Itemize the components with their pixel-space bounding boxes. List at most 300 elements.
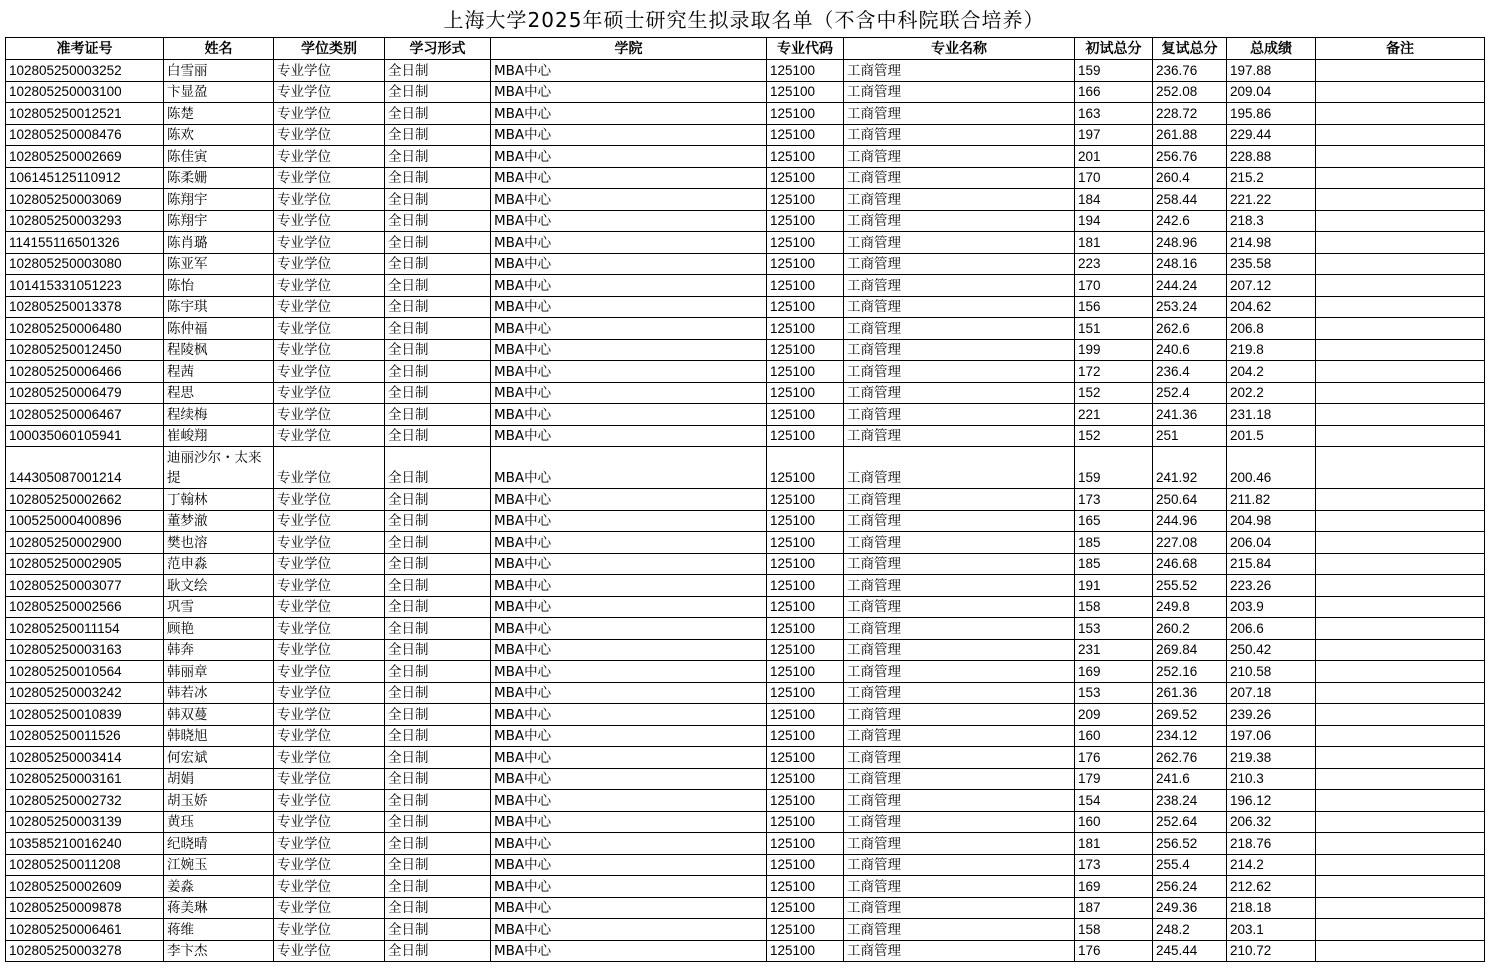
cell-retest-score: 256.24 — [1153, 876, 1227, 898]
cell-remarks — [1316, 167, 1485, 189]
cell-major-code: 125100 — [767, 425, 844, 447]
cell-exam-id: 144305087001214 — [6, 447, 164, 489]
cell-name: 顾艳 — [164, 618, 274, 640]
cell-total-score: 204.2 — [1227, 361, 1316, 383]
cell-total-score: 202.2 — [1227, 382, 1316, 404]
cell-exam-id: 100035060105941 — [6, 425, 164, 447]
cell-major-name: 工商管理 — [844, 876, 1075, 898]
cell-remarks — [1316, 596, 1485, 618]
cell-initial-score: 169 — [1075, 876, 1153, 898]
cell-name: 程续梅 — [164, 404, 274, 426]
cell-exam-id: 102805250006467 — [6, 404, 164, 426]
cell-total-score: 203.1 — [1227, 919, 1316, 941]
cell-major-name: 工商管理 — [844, 425, 1075, 447]
cell-exam-id: 102805250002900 — [6, 532, 164, 554]
cell-initial-score: 173 — [1075, 489, 1153, 511]
cell-initial-score: 231 — [1075, 639, 1153, 661]
cell-exam-id: 102805250003080 — [6, 253, 164, 275]
cell-major-code: 125100 — [767, 747, 844, 769]
cell-school: MBA中心 — [491, 60, 767, 82]
cell-school: MBA中心 — [491, 553, 767, 575]
cell-retest-score: 256.52 — [1153, 833, 1227, 855]
cell-exam-id: 102805250002566 — [6, 596, 164, 618]
header-name: 姓名 — [164, 38, 274, 60]
cell-total-score: 215.2 — [1227, 167, 1316, 189]
cell-remarks — [1316, 60, 1485, 82]
table-row — [6, 596, 1485, 618]
cell-study-mode: 全日制 — [385, 361, 491, 383]
cell-name: 陈佳寅 — [164, 146, 274, 168]
cell-school: MBA中心 — [491, 661, 767, 683]
cell-degree-type: 专业学位 — [274, 747, 385, 769]
header-initial-score: 初试总分 — [1075, 38, 1153, 60]
cell-degree-type: 专业学位 — [274, 232, 385, 254]
cell-major-code: 125100 — [767, 253, 844, 275]
cell-major-name: 工商管理 — [844, 661, 1075, 683]
cell-degree-type: 专业学位 — [274, 124, 385, 146]
cell-name: 崔峻翔 — [164, 425, 274, 447]
cell-retest-score: 255.4 — [1153, 854, 1227, 876]
cell-study-mode: 全日制 — [385, 103, 491, 125]
cell-name: 耿文绘 — [164, 575, 274, 597]
cell-initial-score: 179 — [1075, 768, 1153, 790]
cell-school: MBA中心 — [491, 532, 767, 554]
cell-major-name: 工商管理 — [844, 575, 1075, 597]
cell-major-code: 125100 — [767, 361, 844, 383]
cell-retest-score: 246.68 — [1153, 553, 1227, 575]
cell-study-mode: 全日制 — [385, 189, 491, 211]
cell-initial-score: 172 — [1075, 361, 1153, 383]
cell-exam-id: 102805250003100 — [6, 81, 164, 103]
cell-total-score: 204.98 — [1227, 510, 1316, 532]
cell-major-code: 125100 — [767, 296, 844, 318]
cell-exam-id: 102805250006480 — [6, 318, 164, 340]
cell-exam-id: 102805250003414 — [6, 747, 164, 769]
cell-major-code: 125100 — [767, 596, 844, 618]
header-exam-id: 准考证号 — [6, 38, 164, 60]
cell-retest-score: 255.52 — [1153, 575, 1227, 597]
cell-initial-score: 191 — [1075, 575, 1153, 597]
cell-study-mode: 全日制 — [385, 596, 491, 618]
table-row — [6, 167, 1485, 189]
cell-remarks — [1316, 81, 1485, 103]
table-row — [6, 253, 1485, 275]
cell-remarks — [1316, 210, 1485, 232]
cell-study-mode: 全日制 — [385, 854, 491, 876]
cell-major-code: 125100 — [767, 833, 844, 855]
cell-exam-id: 106145125110912 — [6, 167, 164, 189]
cell-name: 胡娟 — [164, 768, 274, 790]
cell-degree-type: 专业学位 — [274, 919, 385, 941]
table-row — [6, 704, 1485, 726]
cell-school: MBA中心 — [491, 833, 767, 855]
cell-remarks — [1316, 425, 1485, 447]
cell-remarks — [1316, 704, 1485, 726]
cell-school: MBA中心 — [491, 296, 767, 318]
cell-major-name: 工商管理 — [844, 790, 1075, 812]
cell-total-score: 219.8 — [1227, 339, 1316, 361]
cell-study-mode: 全日制 — [385, 81, 491, 103]
cell-degree-type: 专业学位 — [274, 210, 385, 232]
cell-degree-type: 专业学位 — [274, 296, 385, 318]
cell-total-score: 218.18 — [1227, 897, 1316, 919]
cell-major-name: 工商管理 — [844, 725, 1075, 747]
cell-initial-score: 158 — [1075, 596, 1153, 618]
cell-school: MBA中心 — [491, 253, 767, 275]
cell-initial-score: 163 — [1075, 103, 1153, 125]
cell-name: 丁翰林 — [164, 489, 274, 511]
table-row — [6, 361, 1485, 383]
cell-major-name: 工商管理 — [844, 124, 1075, 146]
cell-study-mode: 全日制 — [385, 404, 491, 426]
cell-total-score: 206.6 — [1227, 618, 1316, 640]
cell-remarks — [1316, 876, 1485, 898]
cell-retest-score: 269.52 — [1153, 704, 1227, 726]
cell-total-score: 209.04 — [1227, 81, 1316, 103]
cell-remarks — [1316, 296, 1485, 318]
cell-major-name: 工商管理 — [844, 510, 1075, 532]
cell-degree-type: 专业学位 — [274, 361, 385, 383]
cell-initial-score: 154 — [1075, 790, 1153, 812]
cell-exam-id: 102805250006461 — [6, 919, 164, 941]
cell-degree-type: 专业学位 — [274, 447, 385, 489]
cell-remarks — [1316, 510, 1485, 532]
cell-major-code: 125100 — [767, 210, 844, 232]
cell-study-mode: 全日制 — [385, 60, 491, 82]
cell-initial-score: 221 — [1075, 404, 1153, 426]
cell-major-name: 工商管理 — [844, 275, 1075, 297]
cell-major-name: 工商管理 — [844, 232, 1075, 254]
cell-major-code: 125100 — [767, 510, 844, 532]
cell-major-code: 125100 — [767, 275, 844, 297]
cell-retest-score: 249.8 — [1153, 596, 1227, 618]
cell-retest-score: 256.76 — [1153, 146, 1227, 168]
cell-initial-score: 152 — [1075, 425, 1153, 447]
cell-degree-type: 专业学位 — [274, 382, 385, 404]
cell-major-name: 工商管理 — [844, 682, 1075, 704]
cell-initial-score: 181 — [1075, 232, 1153, 254]
cell-initial-score: 169 — [1075, 661, 1153, 683]
table-row — [6, 510, 1485, 532]
cell-total-score: 204.62 — [1227, 296, 1316, 318]
cell-initial-score: 181 — [1075, 833, 1153, 855]
cell-school: MBA中心 — [491, 124, 767, 146]
table-row — [6, 919, 1485, 941]
admission-table — [5, 37, 1485, 962]
cell-total-score: 212.62 — [1227, 876, 1316, 898]
cell-major-name: 工商管理 — [844, 747, 1075, 769]
table-row — [6, 232, 1485, 254]
cell-total-score: 228.88 — [1227, 146, 1316, 168]
cell-study-mode: 全日制 — [385, 510, 491, 532]
cell-name: 何宏斌 — [164, 747, 274, 769]
table-row — [6, 425, 1485, 447]
cell-school: MBA中心 — [491, 81, 767, 103]
cell-degree-type: 专业学位 — [274, 725, 385, 747]
cell-retest-score: 234.12 — [1153, 725, 1227, 747]
cell-total-score: 250.42 — [1227, 639, 1316, 661]
cell-remarks — [1316, 854, 1485, 876]
cell-total-score: 218.3 — [1227, 210, 1316, 232]
cell-name: 胡玉娇 — [164, 790, 274, 812]
table-header-row — [6, 38, 1485, 60]
cell-initial-score: 153 — [1075, 682, 1153, 704]
cell-major-code: 125100 — [767, 232, 844, 254]
cell-major-name: 工商管理 — [844, 618, 1075, 640]
cell-retest-score: 238.24 — [1153, 790, 1227, 812]
cell-total-score: 210.72 — [1227, 940, 1316, 962]
header-school: 学院 — [491, 38, 767, 60]
cell-degree-type: 专业学位 — [274, 661, 385, 683]
cell-total-score: 201.5 — [1227, 425, 1316, 447]
cell-major-name: 工商管理 — [844, 339, 1075, 361]
cell-remarks — [1316, 553, 1485, 575]
cell-retest-score: 252.4 — [1153, 382, 1227, 404]
cell-major-code: 125100 — [767, 661, 844, 683]
cell-remarks — [1316, 382, 1485, 404]
cell-study-mode: 全日制 — [385, 425, 491, 447]
table-row — [6, 811, 1485, 833]
cell-total-score: 207.12 — [1227, 275, 1316, 297]
cell-degree-type: 专业学位 — [274, 682, 385, 704]
cell-initial-score: 159 — [1075, 447, 1153, 489]
cell-retest-score: 251 — [1153, 425, 1227, 447]
cell-major-code: 125100 — [767, 339, 844, 361]
cell-total-score: 203.9 — [1227, 596, 1316, 618]
cell-degree-type: 专业学位 — [274, 167, 385, 189]
table-row — [6, 382, 1485, 404]
cell-major-name: 工商管理 — [844, 146, 1075, 168]
table-row — [6, 575, 1485, 597]
cell-degree-type: 专业学位 — [274, 897, 385, 919]
cell-school: MBA中心 — [491, 425, 767, 447]
cell-major-name: 工商管理 — [844, 854, 1075, 876]
cell-exam-id: 102805250003139 — [6, 811, 164, 833]
cell-name: 韩双蔓 — [164, 704, 274, 726]
cell-degree-type: 专业学位 — [274, 404, 385, 426]
cell-degree-type: 专业学位 — [274, 510, 385, 532]
cell-exam-id: 102805250011526 — [6, 725, 164, 747]
cell-exam-id: 102805250003163 — [6, 639, 164, 661]
cell-major-code: 125100 — [767, 790, 844, 812]
cell-initial-score: 160 — [1075, 725, 1153, 747]
cell-study-mode: 全日制 — [385, 318, 491, 340]
cell-study-mode: 全日制 — [385, 146, 491, 168]
table-body — [6, 60, 1485, 962]
cell-remarks — [1316, 232, 1485, 254]
cell-degree-type: 专业学位 — [274, 553, 385, 575]
cell-degree-type: 专业学位 — [274, 532, 385, 554]
cell-total-score: 239.26 — [1227, 704, 1316, 726]
cell-major-name: 工商管理 — [844, 318, 1075, 340]
cell-exam-id: 102805250003242 — [6, 682, 164, 704]
cell-name: 程陵枫 — [164, 339, 274, 361]
cell-study-mode: 全日制 — [385, 661, 491, 683]
cell-study-mode: 全日制 — [385, 124, 491, 146]
cell-study-mode: 全日制 — [385, 382, 491, 404]
cell-exam-id: 102805250003278 — [6, 940, 164, 962]
cell-study-mode: 全日制 — [385, 532, 491, 554]
cell-name: 江婉玉 — [164, 854, 274, 876]
table-row — [6, 404, 1485, 426]
cell-exam-id: 101415331051223 — [6, 275, 164, 297]
cell-school: MBA中心 — [491, 318, 767, 340]
cell-school: MBA中心 — [491, 382, 767, 404]
cell-degree-type: 专业学位 — [274, 575, 385, 597]
cell-retest-score: 244.24 — [1153, 275, 1227, 297]
cell-exam-id: 114155116501326 — [6, 232, 164, 254]
cell-initial-score: 156 — [1075, 296, 1153, 318]
cell-study-mode: 全日制 — [385, 747, 491, 769]
cell-major-name: 工商管理 — [844, 489, 1075, 511]
cell-major-code: 125100 — [767, 639, 844, 661]
cell-exam-id: 102805250010839 — [6, 704, 164, 726]
cell-school: MBA中心 — [491, 103, 767, 125]
header-remarks: 备注 — [1316, 38, 1485, 60]
cell-major-code: 125100 — [767, 704, 844, 726]
cell-major-code: 125100 — [767, 447, 844, 489]
table-row — [6, 210, 1485, 232]
cell-remarks — [1316, 318, 1485, 340]
cell-exam-id: 102805250002662 — [6, 489, 164, 511]
cell-name: 巩雪 — [164, 596, 274, 618]
cell-school: MBA中心 — [491, 232, 767, 254]
cell-study-mode: 全日制 — [385, 253, 491, 275]
cell-degree-type: 专业学位 — [274, 318, 385, 340]
cell-name: 陈翔宇 — [164, 189, 274, 211]
cell-remarks — [1316, 253, 1485, 275]
cell-major-code: 125100 — [767, 60, 844, 82]
cell-remarks — [1316, 768, 1485, 790]
cell-remarks — [1316, 940, 1485, 962]
cell-name: 陈柔姗 — [164, 167, 274, 189]
cell-initial-score: 173 — [1075, 854, 1153, 876]
cell-exam-id: 102805250002905 — [6, 553, 164, 575]
cell-retest-score: 245.44 — [1153, 940, 1227, 962]
cell-school: MBA中心 — [491, 854, 767, 876]
cell-retest-score: 260.4 — [1153, 167, 1227, 189]
cell-study-mode: 全日制 — [385, 790, 491, 812]
cell-major-name: 工商管理 — [844, 940, 1075, 962]
cell-study-mode: 全日制 — [385, 897, 491, 919]
table-row — [6, 103, 1485, 125]
cell-retest-score: 236.76 — [1153, 60, 1227, 82]
cell-school: MBA中心 — [491, 940, 767, 962]
cell-name: 纪晓晴 — [164, 833, 274, 855]
cell-remarks — [1316, 575, 1485, 597]
cell-name: 白雪丽 — [164, 60, 274, 82]
cell-major-code: 125100 — [767, 167, 844, 189]
cell-study-mode: 全日制 — [385, 489, 491, 511]
cell-degree-type: 专业学位 — [274, 146, 385, 168]
cell-school: MBA中心 — [491, 768, 767, 790]
cell-major-code: 125100 — [767, 532, 844, 554]
cell-remarks — [1316, 790, 1485, 812]
table-row — [6, 553, 1485, 575]
cell-major-name: 工商管理 — [844, 553, 1075, 575]
cell-remarks — [1316, 618, 1485, 640]
cell-exam-id: 102805250010564 — [6, 661, 164, 683]
cell-school: MBA中心 — [491, 811, 767, 833]
cell-major-code: 125100 — [767, 103, 844, 125]
cell-name: 韩晓旭 — [164, 725, 274, 747]
cell-exam-id: 103585210016240 — [6, 833, 164, 855]
cell-total-score: 210.3 — [1227, 768, 1316, 790]
cell-major-code: 125100 — [767, 811, 844, 833]
cell-name: 陈楚 — [164, 103, 274, 125]
cell-remarks — [1316, 275, 1485, 297]
cell-retest-score: 228.72 — [1153, 103, 1227, 125]
cell-initial-score: 158 — [1075, 919, 1153, 941]
table-row — [6, 532, 1485, 554]
cell-retest-score: 248.16 — [1153, 253, 1227, 275]
table-row — [6, 275, 1485, 297]
cell-degree-type: 专业学位 — [274, 704, 385, 726]
cell-exam-id: 102805250008476 — [6, 124, 164, 146]
cell-retest-score: 262.6 — [1153, 318, 1227, 340]
cell-school: MBA中心 — [491, 725, 767, 747]
cell-school: MBA中心 — [491, 275, 767, 297]
cell-study-mode: 全日制 — [385, 940, 491, 962]
cell-degree-type: 专业学位 — [274, 339, 385, 361]
cell-school: MBA中心 — [491, 510, 767, 532]
cell-retest-score: 260.2 — [1153, 618, 1227, 640]
cell-major-name: 工商管理 — [844, 382, 1075, 404]
cell-major-code: 125100 — [767, 682, 844, 704]
cell-exam-id: 102805250003069 — [6, 189, 164, 211]
header-major-name: 专业名称 — [844, 38, 1075, 60]
cell-remarks — [1316, 639, 1485, 661]
cell-exam-id: 100525000400896 — [6, 510, 164, 532]
cell-exam-id: 102805250002732 — [6, 790, 164, 812]
cell-name: 蒋维 — [164, 919, 274, 941]
cell-total-score: 206.32 — [1227, 811, 1316, 833]
cell-name: 范申淼 — [164, 553, 274, 575]
table-row — [6, 639, 1485, 661]
table-row — [6, 790, 1485, 812]
cell-remarks — [1316, 811, 1485, 833]
cell-major-code: 125100 — [767, 940, 844, 962]
cell-degree-type: 专业学位 — [274, 103, 385, 125]
cell-remarks — [1316, 361, 1485, 383]
cell-major-name: 工商管理 — [844, 447, 1075, 489]
cell-retest-score: 261.88 — [1153, 124, 1227, 146]
cell-retest-score: 248.2 — [1153, 919, 1227, 941]
cell-major-name: 工商管理 — [844, 404, 1075, 426]
cell-retest-score: 250.64 — [1153, 489, 1227, 511]
cell-remarks — [1316, 339, 1485, 361]
cell-initial-score: 197 — [1075, 124, 1153, 146]
cell-school: MBA中心 — [491, 747, 767, 769]
cell-degree-type: 专业学位 — [274, 596, 385, 618]
cell-major-name: 工商管理 — [844, 81, 1075, 103]
cell-retest-score: 253.24 — [1153, 296, 1227, 318]
cell-major-name: 工商管理 — [844, 60, 1075, 82]
cell-major-code: 125100 — [767, 768, 844, 790]
cell-degree-type: 专业学位 — [274, 60, 385, 82]
cell-exam-id: 102805250011154 — [6, 618, 164, 640]
cell-total-score: 218.76 — [1227, 833, 1316, 855]
table-row — [6, 747, 1485, 769]
cell-initial-score: 209 — [1075, 704, 1153, 726]
table-row — [6, 447, 1485, 489]
cell-major-code: 125100 — [767, 189, 844, 211]
cell-school: MBA中心 — [491, 575, 767, 597]
table-row — [6, 489, 1485, 511]
cell-study-mode: 全日制 — [385, 876, 491, 898]
cell-major-name: 工商管理 — [844, 919, 1075, 941]
cell-initial-score: 160 — [1075, 811, 1153, 833]
